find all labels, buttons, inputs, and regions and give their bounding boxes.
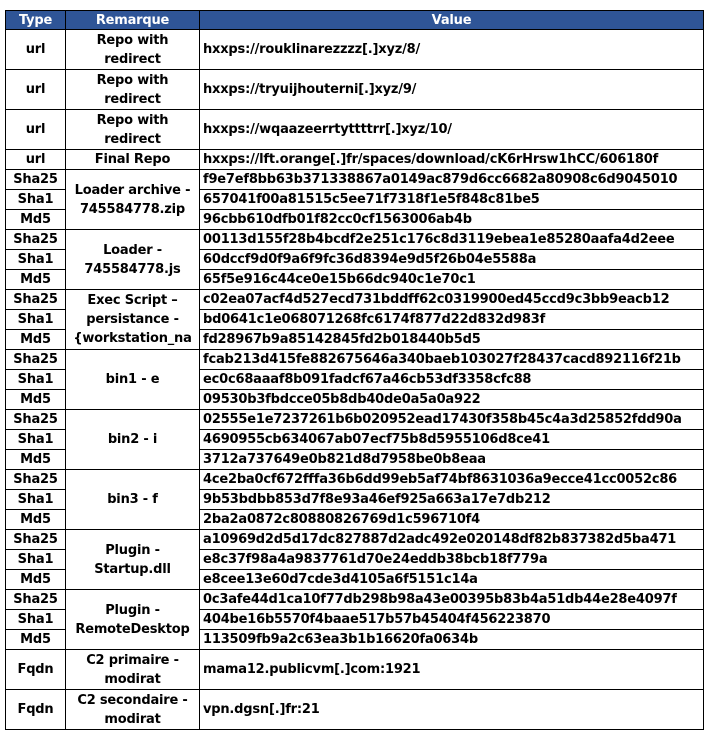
value-cell: 113509fb9a2c63ea3b1b16620fa0634b [200, 630, 704, 650]
value-cell: e8c37f98a4a9837761d70e24eddb38bcb18f779a [200, 550, 704, 570]
table-row [6, 350, 704, 370]
table-row [6, 410, 704, 430]
type-cell: Md5 [6, 510, 66, 530]
value-cell: fd28967b9a85142845fd2b018440b5d5 [200, 330, 704, 350]
type-cell: Sha1 [6, 250, 66, 270]
value-cell: mama12.publicvm[.]com:1921 [200, 650, 704, 690]
table-row [6, 690, 704, 730]
table-body [6, 30, 704, 730]
value-cell: hxxps://wqaazeerrtyttttrr[.]xyz/10/ [200, 110, 704, 150]
remarque-cell: Repo with redirect [66, 70, 200, 110]
value-cell: 96cbb610dfb01f82cc0cf1563006ab4b [200, 210, 704, 230]
value-cell: 00113d155f28b4bcdf2e251c176c8d3119ebea1e85280aafa4d2eee [200, 230, 704, 250]
type-cell: Sha1 [6, 370, 66, 390]
value-cell: 404be16b5570f4baae517b57b45404f456223870 [200, 610, 704, 630]
value-cell: 2ba2a0872c80880826769d1c596710f4 [200, 510, 704, 530]
remarque-cell: Loader archive - 745584778.zip [66, 170, 200, 230]
value-cell: vpn.dgsn[.]fr:21 [200, 690, 704, 730]
type-cell: Sha1 [6, 610, 66, 630]
value-cell: 09530b3fbdcce05b8db40de0a5a0a922 [200, 390, 704, 410]
value-cell: 4ce2ba0cf672fffa36b6dd99eb5af74bf8631036a9ecce41cc0052c86 [200, 470, 704, 490]
value-cell: c02ea07acf4d527ecd731bddff62c0319900ed45ccd9c3bb9eacb12 [200, 290, 704, 310]
table-row [6, 70, 704, 110]
type-cell: Md5 [6, 270, 66, 290]
type-cell: Md5 [6, 330, 66, 350]
type-cell: Sha25 [6, 350, 66, 370]
value-cell: ec0c68aaaf8b091fadcf67a46cb53df3358cfc88 [200, 370, 704, 390]
remarque-cell: Exec Script – persistance - {workstation_na [66, 290, 200, 350]
type-cell: url [6, 150, 66, 170]
table-row [6, 530, 704, 550]
header-value: Value [200, 11, 704, 30]
type-cell: Sha25 [6, 290, 66, 310]
table-row [6, 170, 704, 190]
type-cell: Md5 [6, 630, 66, 650]
type-cell: Md5 [6, 570, 66, 590]
value-cell: 02555e1e7237261b6b020952ead17430f358b45c4a3d25852fdd90a [200, 410, 704, 430]
type-cell: url [6, 30, 66, 70]
remarque-cell: C2 primaire - modirat [66, 650, 200, 690]
value-cell: 3712a737649e0b821d8d7958be0b8eaa [200, 450, 704, 470]
value-cell: bd0641c1e068071268fc6174f877d22d832d983f [200, 310, 704, 330]
remarque-cell: Plugin - Startup.dll [66, 530, 200, 590]
table-row [6, 230, 704, 250]
type-cell: Sha25 [6, 470, 66, 490]
value-cell: fcab213d415fe882675646a340baeb103027f28437cacd892116f21b [200, 350, 704, 370]
type-cell: url [6, 110, 66, 150]
value-cell: 9b53bdbb853d7f8e93a46ef925a663a17e7db212 [200, 490, 704, 510]
remarque-cell: bin2 - i [66, 410, 200, 470]
type-cell: Sha1 [6, 550, 66, 570]
type-cell: Sha1 [6, 190, 66, 210]
table-row [6, 650, 704, 690]
remarque-cell: C2 secondaire - modirat [66, 690, 200, 730]
value-cell: hxxps://lft.orange[.]fr/spaces/download/cK6rHrsw1hCC/606180f [200, 150, 704, 170]
type-cell: Md5 [6, 450, 66, 470]
table-row [6, 290, 704, 310]
type-cell: Md5 [6, 210, 66, 230]
type-cell: Md5 [6, 390, 66, 410]
value-cell: 4690955cb634067ab07ecf75b8d5955106d8ce41 [200, 430, 704, 450]
remarque-cell: bin3 - f [66, 470, 200, 530]
value-cell: a10969d2d5d17dc827887d2adc492e020148df82b837382d5ba471 [200, 530, 704, 550]
ioc-table-container [5, 10, 704, 730]
value-cell: 65f5e916c44ce0e15b66dc940c1e70c1 [200, 270, 704, 290]
type-cell: url [6, 70, 66, 110]
header-row [6, 11, 704, 30]
type-cell: Sha25 [6, 230, 66, 250]
header-type: Type [6, 11, 66, 30]
remarque-cell: Final Repo [66, 150, 200, 170]
table-row [6, 470, 704, 490]
type-cell: Sha25 [6, 530, 66, 550]
table-row [6, 150, 704, 170]
table-row [6, 30, 704, 70]
remarque-cell: Repo with redirect [66, 30, 200, 70]
remarque-cell: Plugin - RemoteDesktop [66, 590, 200, 650]
remarque-cell: bin1 - e [66, 350, 200, 410]
type-cell: Sha1 [6, 430, 66, 450]
remarque-cell: Loader - 745584778.js [66, 230, 200, 290]
type-cell: Sha25 [6, 410, 66, 430]
ioc-table [5, 10, 704, 730]
value-cell: 657041f00a81515c5ee71f7318f1e5f848c81be5 [200, 190, 704, 210]
value-cell: 60dccf9d0f9a6f9fc36d8394e9d5f26b04e5588a [200, 250, 704, 270]
value-cell: e8cee13e60d7cde3d4105a6f5151c14a [200, 570, 704, 590]
remarque-cell: Repo with redirect [66, 110, 200, 150]
type-cell: Fqdn [6, 650, 66, 690]
value-cell: 0c3afe44d1ca10f77db298b98a43e00395b83b4a51db44e28e4097f [200, 590, 704, 610]
value-cell: hxxps://rouklinarezzzz[.]xyz/8/ [200, 30, 704, 70]
type-cell: Sha25 [6, 590, 66, 610]
type-cell: Sha1 [6, 490, 66, 510]
value-cell: f9e7ef8bb63b371338867a0149ac879d6cc6682a80908c6d9045010 [200, 170, 704, 190]
type-cell: Fqdn [6, 690, 66, 730]
type-cell: Sha25 [6, 170, 66, 190]
header-remarque: Remarque [66, 11, 200, 30]
value-cell: hxxps://tryuijhouterni[.]xyz/9/ [200, 70, 704, 110]
table-row [6, 110, 704, 150]
table-row [6, 590, 704, 610]
type-cell: Sha1 [6, 310, 66, 330]
